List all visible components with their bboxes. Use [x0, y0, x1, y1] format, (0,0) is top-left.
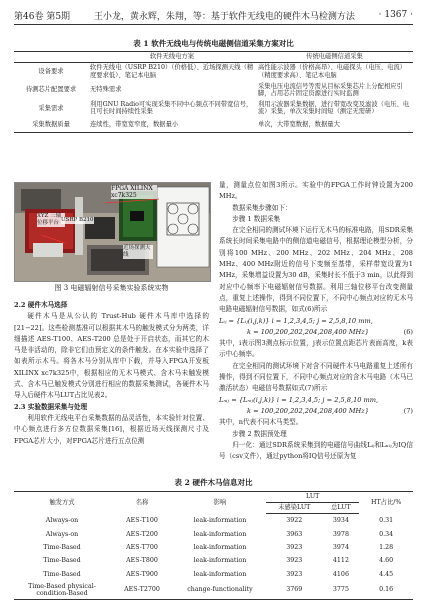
- table2-header: 名称: [135, 499, 149, 507]
- table-cell: AES-T700: [126, 543, 158, 551]
- table-cell: 4.45: [379, 570, 394, 578]
- table-cell: 4112: [332, 557, 349, 565]
- table1-header: [14, 52, 88, 63]
- paragraph: 在完全相同的测试环境下对含不同硬件木马电路重复上述所有操作，得到不同位置下，不同中心频点对应的含木马电路（木马已激活状态）电磁信号数据如式(7)所示: [219, 361, 413, 393]
- table1-header: 软件无线电方案: [88, 52, 256, 63]
- table2-header: LUT: [266, 492, 359, 503]
- table-cell: AES-T200: [126, 530, 158, 538]
- table-cell: 3923: [286, 570, 303, 578]
- right-column-text: [219, 180, 413, 462]
- table-cell: 3922: [286, 517, 303, 525]
- step-heading: 步骤 1 数据采集: [232, 214, 281, 223]
- table-cell: 3963: [286, 530, 303, 538]
- table-cell: AES-T900: [126, 570, 158, 578]
- left-column-text: [14, 300, 209, 447]
- equation-6-line2: [219, 327, 413, 338]
- running-header: [14, 8, 413, 22]
- section-heading: 2.3 实验数据采集与处理: [14, 402, 88, 411]
- table-cell: leak-information: [193, 530, 247, 538]
- table-row: [14, 514, 413, 528]
- equation-text: k = 100,200,202,204,208,400 MHz}: [247, 327, 369, 336]
- table2-subheader: 未感染LUT: [266, 503, 323, 514]
- table-cell: 高性能示波器（价格高昂）、电磁探头（电压、电流）（精度要求高）、笔记本电脑: [258, 64, 406, 80]
- experiment-photo: [14, 182, 211, 282]
- probe-label: 近场探测天线: [123, 245, 153, 259]
- table-cell: Time-Based: [43, 557, 81, 565]
- equation-6-line1: [219, 316, 413, 327]
- paragraph: 在完全相同的测试环境下运行无木马的标准电路，用SDR采集系统长时间采集电路中的侧信道电磁信号，根据理论模型分析，分别将100 MHz、200 MHz、202 MHz、204 MHz、208 MHz、400 MHz附近的信号下变频至基带，采样带宽设置为1 MHz，采集增益设置为30 dB，采集时长不低于3 min，以此得到对应中心频率下电磁辐射信号数据。利用三轴位移平台改变测量点，重复上述操作，得到不同位置下，不同中心频点对应的无木马电路电磁辐射信号数据，如式(6)所示: [219, 226, 413, 314]
- table-row: [14, 581, 413, 600]
- table-cell: leak-information: [193, 543, 247, 551]
- table1-caption: 表 1 软件无线电与传统电磁侧信道采集方案对比: [133, 39, 294, 48]
- header-page-number: · 1367 ·: [378, 10, 413, 20]
- paragraph: 归一化：通过SDR系统采集到的电磁信号曲线Lᵢⱼ和Lₙᵢⱼ为IQ信号（csv文件），通过python将IQ信号还原为复: [219, 440, 413, 461]
- header-title: 王小龙，黄永辉，朱翔，等：基于软件无线电的硬件木马检测方法: [93, 11, 355, 22]
- equation-number: (7): [403, 406, 413, 415]
- table-row: [14, 541, 413, 554]
- table-cell: 采集需求: [38, 104, 64, 112]
- header-volume: 第46卷 第5期: [14, 11, 71, 22]
- table-cell: 4106: [332, 570, 349, 578]
- table-cell: 3974: [332, 543, 349, 551]
- paragraph: 利用软件无线电平台采集数据的品灵活性，本实验针对位置、中心频点进行多方位数据采集[16]，根据近场天线探测尺寸及FPGA芯片大小，对FPGA芯片进行五点位测: [14, 413, 209, 445]
- table2-caption: 表 2 硬件木马信息对比: [174, 478, 253, 487]
- figure3-caption: 图 3 电磁辐射信号采集实验系统实物: [54, 284, 169, 292]
- table-cell: leak-information: [193, 557, 247, 565]
- table2: [14, 491, 413, 600]
- equation-7-line1: [219, 395, 413, 406]
- equation-text: k = 100,200,202,204,208,400 MHz}: [247, 406, 369, 415]
- equation-text: Lₙᵢⱼ = {Lₙᵢⱼ(i,j,k)} i = 1,2,3,4,5; j = 2,5,8,10 mm,: [219, 395, 379, 404]
- section-heading: 2.2 硬件木马选择: [14, 301, 68, 309]
- table2-subheader: 总LUT: [323, 503, 360, 514]
- equation-7-line2: [219, 406, 413, 417]
- paragraph: 硬件木马是从公认的 Trust-Hub 硬件木马库中选择的[21−22]。这些检测基准可以根据其木马的触发模式分为两类，详细描述 AES-T100、AES-T200 总是处于开启状态，而其它的木马是非活动的，除非它们由预定义的条件触发。在本实验中选择了如表所示木马。将各木马分别从库中下载，并导入FPGA开发板XILINX xc7k325中，根据相应的无木马模式、含木马未触发模式、含木马已触发模式分别进行相应的数据采集测试，各硬件木马导入后硬件木马LUT占比见表2。: [14, 312, 209, 400]
- table-cell: 利用GNU Radio可实现采集不同中心频点不同带宽信号，且可长时间持续性采集: [90, 100, 253, 116]
- table-cell: Time-Based physical-condition-Based: [28, 582, 96, 598]
- table-cell: 设备要求: [38, 68, 64, 76]
- table-row: [14, 63, 413, 82]
- table-row: [14, 555, 413, 568]
- table-cell: 待测芯片配置要求: [25, 86, 77, 94]
- table-cell: Always-on: [45, 516, 79, 524]
- table2-header: 影响: [213, 499, 227, 507]
- equation-number: (6): [403, 327, 413, 336]
- table-cell: change-functionality: [187, 586, 253, 594]
- table-cell: 软件无线电（USRP B210）（价格低）、近场探测天线（精度要求低）、笔记本电脑: [90, 64, 254, 80]
- table-cell: 3769: [286, 586, 303, 594]
- fpga-label: FPGA XILINX xc7k325: [111, 185, 157, 199]
- table2-header: 触发方式: [49, 499, 75, 507]
- table-row: [14, 99, 413, 117]
- table-cell: 4.60: [379, 557, 394, 565]
- paragraph: 其中，n代表不同木马类型。: [219, 418, 303, 427]
- table-cell: 采集电压电流信号等需从目标采集芯片上分配相应引脚，占用芯片固定资源进行实时监测: [258, 82, 403, 98]
- table-row: [14, 81, 413, 99]
- paragraph: 量，测量点位如图3所示。实验中的FPGA工作时钟设置为200 MHz。: [219, 181, 413, 201]
- table-cell: 单次，大带宽数据，数据量大: [258, 120, 340, 128]
- table-cell: Always-on: [45, 530, 79, 538]
- table-cell: AES-T100: [126, 516, 158, 524]
- table-cell: 利用示波器采集数据，进行带宽改变及滤波（电压、电流）采集，单次采集时间短（测定无需研）: [258, 100, 410, 116]
- table-row: [14, 568, 413, 581]
- usrp-label: USRP B210: [61, 217, 94, 223]
- xyz-stage-label: XYZ 三轴位移平台: [37, 213, 65, 227]
- paragraph: 数据采集步骤如下：: [232, 203, 292, 212]
- table-cell: AES-T2700: [124, 586, 160, 594]
- table-cell: Time-Based: [43, 570, 81, 578]
- table-cell: 0.34: [379, 530, 394, 538]
- table-cell: 3934: [332, 517, 349, 525]
- table1-header: 传统电磁侧信道采集: [256, 52, 413, 63]
- table-cell: leak-information: [193, 570, 247, 578]
- table-cell: leak-information: [193, 516, 247, 524]
- step-heading: 步骤 2 数据预处理: [232, 429, 287, 438]
- equation-text: Lᵢⱼ = {Lᵢⱼ(i,j,k)} i = 1,2,3,4,5; j = 2,5,8,10 mm,: [219, 316, 373, 325]
- table-cell: 3923: [286, 557, 303, 565]
- table-cell: 1.28: [379, 543, 394, 551]
- paragraph: 其中，i表示图3测点标示位置，j表示位置点距芯片表面高度，k表示中心频率。: [219, 339, 413, 359]
- table-cell: 采集数据质量: [32, 120, 70, 128]
- table-cell: 3923: [286, 543, 303, 551]
- table-cell: 无特殊需求: [90, 86, 122, 94]
- table-cell: 3775: [332, 586, 349, 594]
- table-cell: 0.31: [379, 516, 394, 524]
- table-row: [14, 118, 413, 133]
- table-cell: 0.16: [379, 586, 394, 594]
- table2-header: HT占比/%: [370, 499, 402, 507]
- table1: [14, 51, 413, 133]
- table-cell: AES-T800: [126, 557, 158, 565]
- table-cell: 3978: [332, 530, 349, 538]
- table-row: [14, 528, 413, 541]
- table-cell: 连续性，带宽宽窄度，数据量小: [90, 120, 179, 128]
- header-rule: [14, 24, 413, 25]
- table-cell: Time-Based: [43, 543, 81, 551]
